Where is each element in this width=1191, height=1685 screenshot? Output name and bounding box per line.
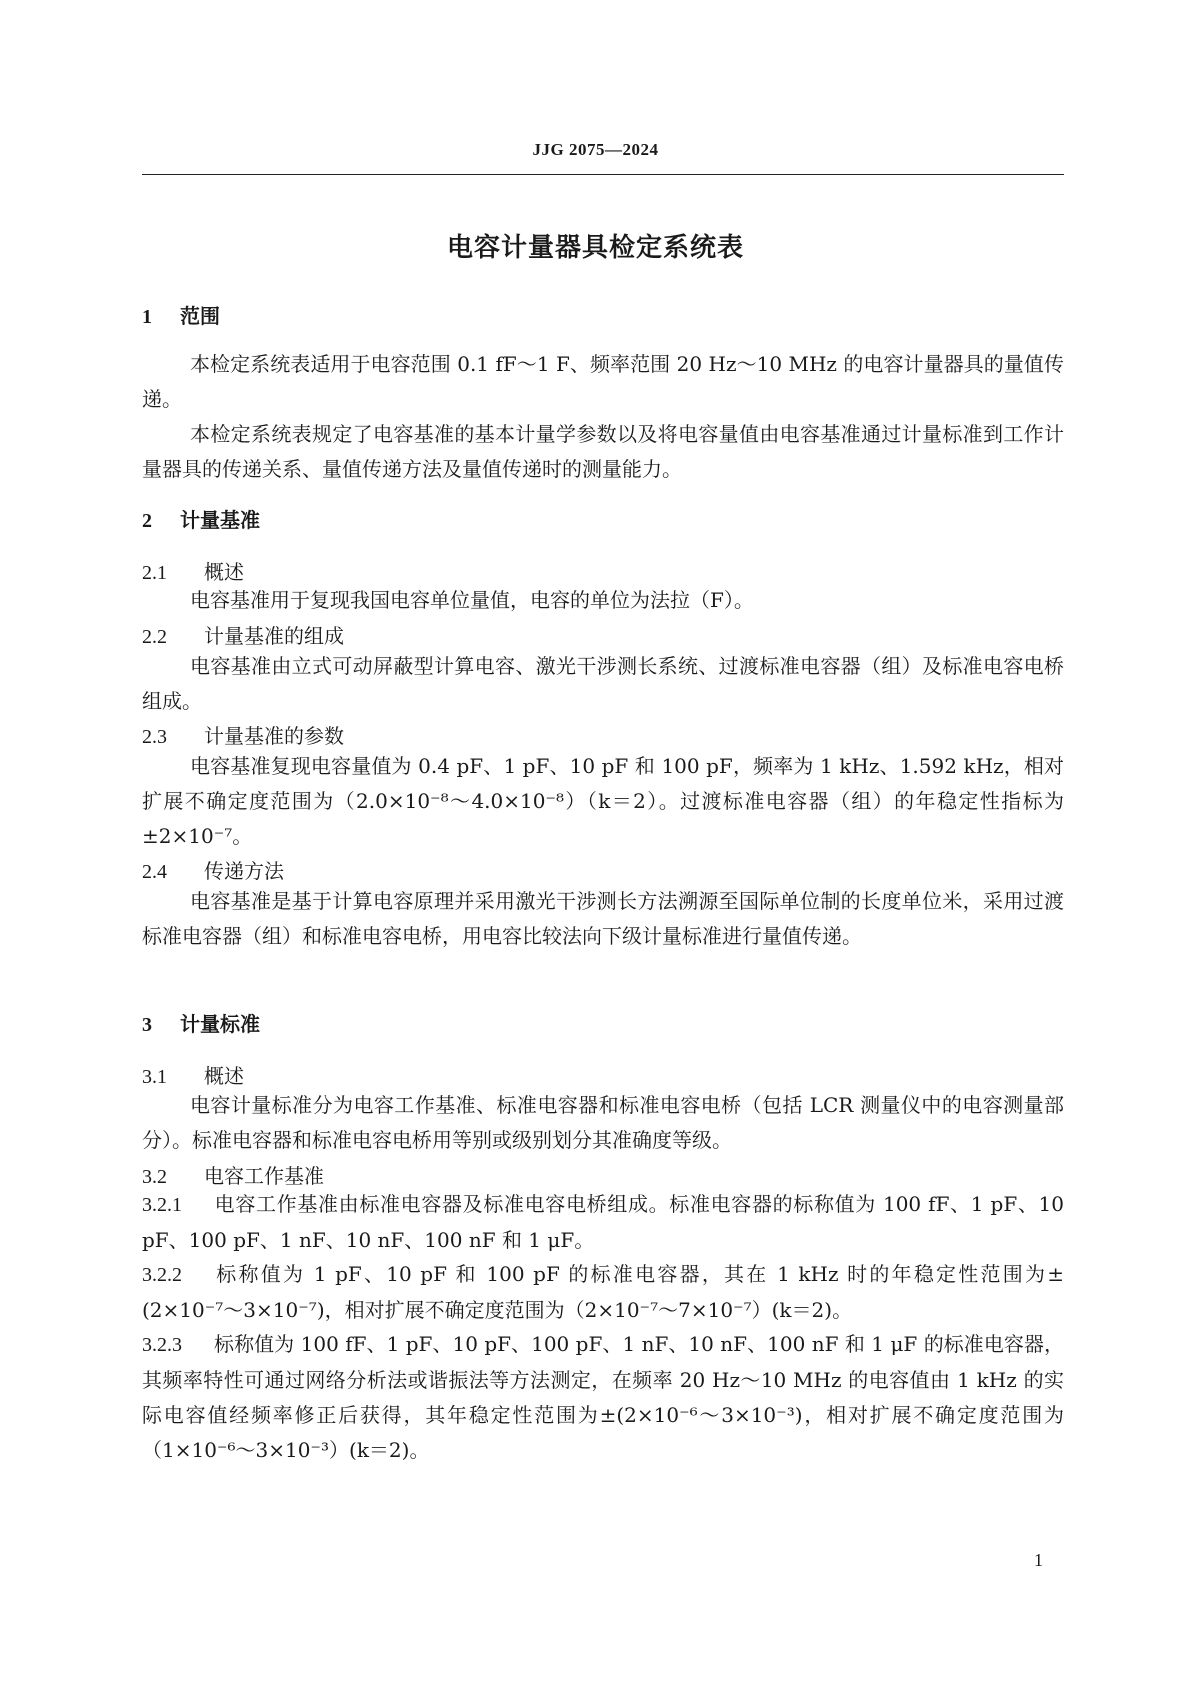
- subsection-2-2-text: 电容基准由立式可动屏蔽型计算电容、激光干涉测长系统、过渡标准电容器（组）及标准电容电桥组成。: [142, 654, 1064, 713]
- standard-code-header: JJG 2075—2024: [532, 140, 659, 159]
- clause-text: 标称值为 100 fF、1 pF、10 pF、100 pF、1 nF、10 nF、100 nF 和 1 μF 的标准电容器，其频率特性可通过网络分析法或谐振法等方法测定，在频率 20 Hz～10 MHz 的电容值由 1 kHz 的实际电容值经频率修正后获得，其年稳定性范围为±(2×10⁻⁶～3×10⁻³)，相对扩展不确定度范围为（1×10⁻⁶～3×10⁻³）(k＝2)。: [142, 1332, 1064, 1462]
- subsection-2-4-text: 电容基准是基于计算电容原理并采用激光干涉测长方法溯源至国际单位制的长度单位米，采用过渡标准电容器（组）和标准电容电桥，用电容比较法向下级计量标准进行量值传递。: [142, 889, 1064, 948]
- subsection-3-1-heading: [142, 1060, 244, 1089]
- section-1-paragraph-2: 本检定系统表规定了电容基准的基本计量学参数以及将电容量值由电容基准通过计量标准到工作计量器具的传递关系、量值传递方法及量值传递时的测量能力。: [142, 422, 1064, 481]
- subsection-2-1-heading: [142, 556, 244, 585]
- subsection-3-1-text: 电容计量标准分为电容工作基准、标准电容器和标准电容电桥（包括 LCR 测量仪中的电容测量部分）。标准电容器和标准电容电桥用等别或级别划分其准确度等级。: [142, 1093, 1064, 1152]
- subsection-2-3-text: 电容基准复现电容量值为 0.4 pF、1 pF、10 pF 和 100 pF，频率为 1 kHz、1.592 kHz，相对扩展不确定度范围为（2.0×10⁻⁸～4.0×10⁻⁸）（k＝2）。过渡标准电容器（组）的年稳定性指标为±2×10⁻⁷。: [142, 754, 1064, 848]
- clause-number: 3.2.3: [142, 1334, 182, 1356]
- subsection-title: 计量基准的参数: [204, 724, 344, 748]
- section-title: 计量标准: [180, 1012, 260, 1036]
- section-number: 2: [142, 510, 152, 532]
- subsection-title: 概述: [204, 560, 244, 584]
- clause-3-2-2: [142, 1257, 1064, 1328]
- page-title: 电容计量器具检定系统表: [446, 233, 744, 263]
- subsection-number: 3.2: [142, 1166, 167, 1188]
- section-number: 3: [142, 1014, 152, 1036]
- clause-number: 3.2.1: [142, 1194, 182, 1216]
- subsection-number: 3.1: [142, 1066, 167, 1088]
- subsection-number: 2.3: [142, 726, 167, 748]
- subsection-2-1-text: 电容基准用于复现我国电容单位量值，电容的单位为法拉（F）。: [190, 588, 754, 612]
- section-3-heading: [142, 1008, 260, 1037]
- clause-3-2-3: [142, 1327, 1064, 1468]
- page-number: 1: [1034, 1550, 1043, 1570]
- clause-number: 3.2.2: [142, 1264, 182, 1286]
- subsection-2-4-heading: [142, 855, 284, 884]
- clause-text: 电容工作基准由标准电容器及标准电容电桥组成。标准电容器的标称值为 100 fF、1 pF、10 pF、100 pF、1 nF、10 nF、100 nF 和 1 μF。: [142, 1192, 1064, 1252]
- subsection-title: 计量基准的组成: [204, 624, 344, 648]
- section-2-heading: [142, 504, 260, 533]
- clause-3-2-1: [142, 1187, 1064, 1258]
- subsection-number: 2.4: [142, 861, 167, 883]
- section-1-paragraph-1: 本检定系统表适用于电容范围 0.1 fF～1 F、频率范围 20 Hz～10 MHz 的电容计量器具的量值传递。: [142, 352, 1064, 411]
- clause-text: 标称值为 1 pF、10 pF 和 100 pF 的标准电容器，其在 1 kHz 时的年稳定性范围为±(2×10⁻⁷～3×10⁻⁷)，相对扩展不确定度范围为（2×10⁻⁷～7×10⁻⁷）(k＝2)。: [142, 1262, 1064, 1322]
- subsection-title: 概述: [204, 1064, 244, 1088]
- subsection-3-2-heading: [142, 1160, 324, 1189]
- section-1-heading: [142, 300, 220, 329]
- header-rule: [142, 174, 1064, 175]
- subsection-2-3-heading: [142, 720, 344, 749]
- subsection-2-2-heading: [142, 620, 344, 649]
- subsection-number: 2.2: [142, 626, 167, 648]
- subsection-title: 电容工作基准: [204, 1164, 324, 1188]
- section-number: 1: [142, 306, 152, 328]
- section-title: 计量基准: [180, 508, 260, 532]
- section-title: 范围: [180, 304, 220, 328]
- subsection-number: 2.1: [142, 562, 167, 584]
- subsection-title: 传递方法: [204, 859, 284, 883]
